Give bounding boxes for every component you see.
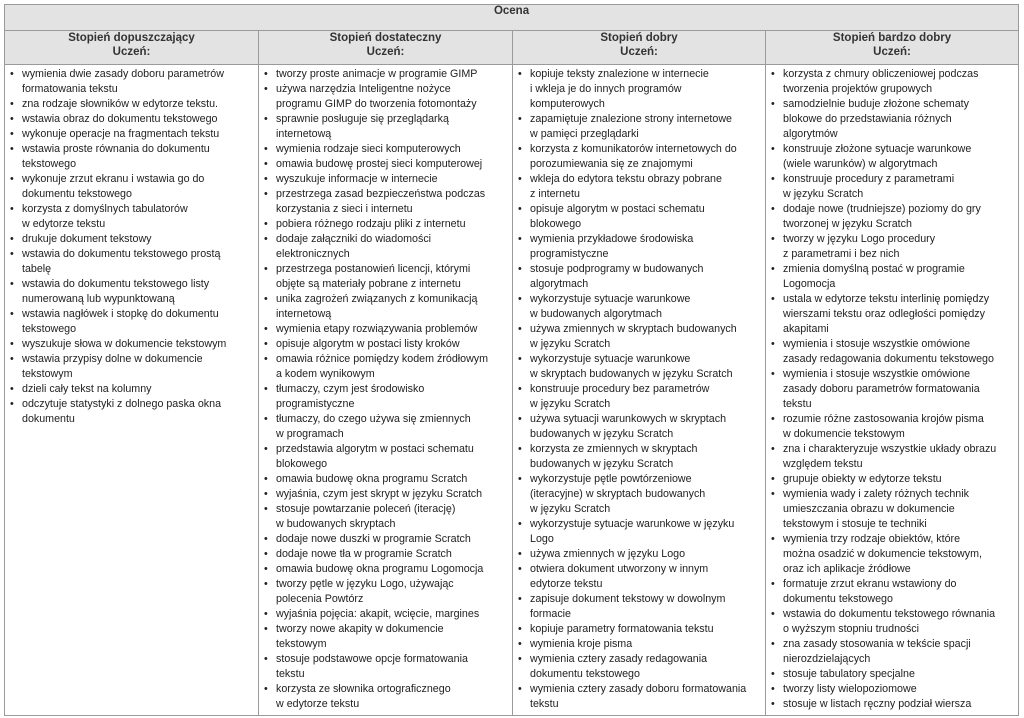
list-item: • tłumaczy, do czego używa się zmiennych w programach — [276, 412, 510, 442]
list-item: • wymienia dwie zasady doboru parametrów formatowania tekstu — [22, 67, 256, 97]
list-item: • unika zagrożeń związanych z komunikacją internetową — [276, 292, 510, 322]
column-header-bardzo-dobry — [766, 31, 1019, 65]
list-item: • zna rodzaje słowników w edytorze tekstu. — [22, 97, 256, 112]
requirements-list — [5, 65, 258, 427]
list-item: • wymienia przykładowe środowiska programistyczne — [530, 232, 763, 262]
grading-table — [4, 4, 1019, 716]
list-item: • stosuje powtarzanie poleceń (iterację) w budowanych skryptach — [276, 502, 510, 532]
list-item: • korzysta z chmury obliczeniowej podczas tworzenia projektów grupowych — [783, 67, 1016, 97]
list-item: • zna zasady stosowania w tekście spacji nierozdzielających — [783, 637, 1016, 667]
requirements-cell-dopuszczajacy — [5, 65, 259, 716]
list-item: • wymienia trzy rodzaje obiektów, które można osadzić w dokumencie tekstowym, oraz ich aplikacje źródłowe — [783, 532, 1016, 577]
list-item: • wymienia wady i zalety różnych technik umieszczania obrazu w dokumencie tekstowym i stosuje te techniki — [783, 487, 1016, 532]
list-item: • wstawia do dokumentu tekstowego listy numerowaną lub wypunktowaną — [22, 277, 256, 307]
list-item: • samodzielnie buduje złożone schematy blokowe do przedstawiania różnych algorytmów — [783, 97, 1016, 142]
list-item: • kopiuje teksty znalezione w internecie i wkleja je do innych programów komputerowych — [530, 67, 763, 112]
column-level: Stopień bardzo dobry — [832, 32, 952, 44]
list-item: • dodaje załączniki do wiadomości elektronicznych — [276, 232, 510, 262]
list-item: • korzysta z komunikatorów internetowych do porozumiewania się ze znajomymi — [530, 142, 763, 172]
list-item: • wykorzystuje sytuacje warunkowe w budowanych algorytmach — [530, 292, 763, 322]
list-item: • wymienia cztery zasady redagowania dokumentu tekstowego — [530, 652, 763, 682]
list-item: • zapisuje dokument tekstowy w dowolnym formacie — [530, 592, 763, 622]
list-item: • wykonuje zrzut ekranu i wstawia go do dokumentu tekstowego — [22, 172, 256, 202]
list-item: • omawia różnice pomiędzy kodem źródłowym a kodem wynikowym — [276, 352, 510, 382]
list-item: • dodaje nowe tła w programie Scratch — [276, 547, 510, 562]
requirements-list — [766, 65, 1018, 712]
list-item: • wyjaśnia, czym jest skrypt w języku Scratch — [276, 487, 510, 502]
list-item: • tworzy listy wielopoziomowe — [783, 682, 1016, 697]
requirements-cell-dostateczny — [259, 65, 513, 716]
list-item: • tworzy nowe akapity w dokumencie tekstowym — [276, 622, 510, 652]
list-item: • omawia budowę okna programu Scratch — [276, 472, 510, 487]
column-level: Stopień dobry — [600, 32, 678, 44]
list-item: • zna i charakteryzuje wszystkie układy obrazu względem tekstu — [783, 442, 1016, 472]
list-item: • używa zmiennych w skryptach budowanych w języku Scratch — [530, 322, 763, 352]
list-item: • wstawia obraz do dokumentu tekstowego — [22, 112, 256, 127]
column-header-row — [5, 31, 1019, 65]
column-subtitle: Uczeń: — [620, 46, 658, 58]
column-header-dopuszczajacy — [5, 31, 259, 65]
list-item: • wstawia do dokumentu tekstowego prostą tabelę — [22, 247, 256, 277]
list-item: • wymienia kroje pisma — [530, 637, 763, 652]
list-item: • otwiera dokument utworzony w innym edytorze tekstu — [530, 562, 763, 592]
list-item: • wyszukuje informacje w internecie — [276, 172, 510, 187]
list-item: • omawia budowę prostej sieci komputerowej — [276, 157, 510, 172]
list-item: • wstawia do dokumentu tekstowego równania o wyższym stopniu trudności — [783, 607, 1016, 637]
list-item: • wymienia i stosuje wszystkie omówione zasady doboru parametrów formatowania tekstu — [783, 367, 1016, 412]
column-header-dobry — [513, 31, 766, 65]
list-item: • korzysta ze zmiennych w skryptach budowanych w języku Scratch — [530, 442, 763, 472]
list-item: • wymienia cztery zasady doboru formatowania tekstu — [530, 682, 763, 712]
table-title: Ocena — [5, 5, 1019, 31]
list-item: • wstawia nagłówek i stopkę do dokumentu tekstowego — [22, 307, 256, 337]
list-item: • konstruuje procedury bez parametrów w języku Scratch — [530, 382, 763, 412]
list-item: • wyszukuje słowa w dokumencie tekstowym — [22, 337, 256, 352]
list-item: • rozumie różne zastosowania krojów pisma w dokumencie tekstowym — [783, 412, 1016, 442]
list-item: • wykorzystuje sytuacje warunkowe w języku Logo — [530, 517, 763, 547]
list-item: • wykorzystuje pętle powtórzeniowe (iteracyjne) w skryptach budowanych w języku Scratch — [530, 472, 763, 517]
column-level: Stopień dostateczny — [329, 32, 442, 44]
list-item: • korzysta ze słownika ortograficznego w edytorze tekstu — [276, 682, 510, 712]
list-item: • wyjaśnia pojęcia: akapit, wcięcie, margines — [276, 607, 510, 622]
list-item: • wymienia rodzaje sieci komputerowych — [276, 142, 510, 157]
column-subtitle: Uczeń: — [366, 46, 405, 58]
list-item: • tworzy pętle w języku Logo, używając polecenia Powtórz — [276, 577, 510, 607]
list-item: • stosuje podprogramy w budowanych algorytmach — [530, 262, 763, 292]
list-item: • formatuje zrzut ekranu wstawiony do dokumentu tekstowego — [783, 577, 1016, 607]
list-item: • używa sytuacji warunkowych w skryptach budowanych w języku Scratch — [530, 412, 763, 442]
list-item: • wymienia i stosuje wszystkie omówione zasady redagowania dokumentu tekstowego — [783, 337, 1016, 367]
requirements-row — [5, 65, 1019, 716]
list-item: • dzieli cały tekst na kolumny — [22, 382, 256, 397]
list-item: • sprawnie posługuje się przeglądarką internetową — [276, 112, 510, 142]
column-header-dostateczny — [259, 31, 513, 65]
list-item: • opisuje algorytm w postaci listy kroków — [276, 337, 510, 352]
list-item: • stosuje podstawowe opcje formatowania tekstu — [276, 652, 510, 682]
column-subtitle: Uczeń: — [112, 46, 151, 58]
list-item: • stosuje tabulatory specjalne — [783, 667, 1016, 682]
list-item: • tworzy proste animacje w programie GIMP — [276, 67, 510, 82]
column-level: Stopień dopuszczający — [68, 32, 195, 44]
requirements-list — [513, 65, 765, 712]
list-item: • zmienia domyślną postać w programie Logomocja — [783, 262, 1016, 292]
list-item: • zapamiętuje znalezione strony internetowe w pamięci przeglądarki — [530, 112, 763, 142]
list-item: • kopiuje parametry formatowania tekstu — [530, 622, 763, 637]
column-subtitle: Uczeń: — [873, 46, 911, 58]
requirements-cell-dobry — [513, 65, 766, 716]
list-item: • konstruuje złożone sytuacje warunkowe (wiele warunków) w algorytmach — [783, 142, 1016, 172]
list-item: • dodaje nowe duszki w programie Scratch — [276, 532, 510, 547]
list-item: • wkleja do edytora tekstu obrazy pobrane z internetu — [530, 172, 763, 202]
list-item: • stosuje w listach ręczny podział wiersza — [783, 697, 1016, 712]
requirements-cell-bardzo-dobry — [766, 65, 1019, 716]
list-item: • przedstawia algorytm w postaci schematu blokowego — [276, 442, 510, 472]
list-item: • używa zmiennych w języku Logo — [530, 547, 763, 562]
list-item: • używa narzędzia Inteligentne nożyce programu GIMP do tworzenia fotomontaży — [276, 82, 510, 112]
list-item: • wykorzystuje sytuacje warunkowe w skryptach budowanych w języku Scratch — [530, 352, 763, 382]
list-item: • pobiera różnego rodzaju pliki z internetu — [276, 217, 510, 232]
list-item: • wstawia proste równania do dokumentu tekstowego — [22, 142, 256, 172]
list-item: • przestrzega postanowień licencji, którymi objęte są materiały pobrane z internetu — [276, 262, 510, 292]
list-item: • odczytuje statystyki z dolnego paska okna dokumentu — [22, 397, 256, 427]
list-item: • przestrzega zasad bezpieczeństwa podczas korzystania z sieci i internetu — [276, 187, 510, 217]
list-item: • korzysta z domyślnych tabulatorów w edytorze tekstu — [22, 202, 256, 232]
list-item: • dodaje nowe (trudniejsze) poziomy do gry tworzonej w języku Scratch — [783, 202, 1016, 232]
list-item: • tworzy w języku Logo procedury z parametrami i bez nich — [783, 232, 1016, 262]
list-item: • omawia budowę okna programu Logomocja — [276, 562, 510, 577]
list-item: • wstawia przypisy dolne w dokumencie tekstowym — [22, 352, 256, 382]
list-item: • konstruuje procedury z parametrami w języku Scratch — [783, 172, 1016, 202]
list-item: • ustala w edytorze tekstu interlinię pomiędzy wierszami tekstu oraz odległości pomiędzy akapitami — [783, 292, 1016, 337]
list-item: • wymienia etapy rozwiązywania problemów — [276, 322, 510, 337]
list-item: • grupuje obiekty w edytorze tekstu — [783, 472, 1016, 487]
list-item: • opisuje algorytm w postaci schematu blokowego — [530, 202, 763, 232]
list-item: • tłumaczy, czym jest środowisko programistyczne — [276, 382, 510, 412]
list-item: • wykonuje operacje na fragmentach tekstu — [22, 127, 256, 142]
list-item: • drukuje dokument tekstowy — [22, 232, 256, 247]
requirements-list — [259, 65, 512, 712]
